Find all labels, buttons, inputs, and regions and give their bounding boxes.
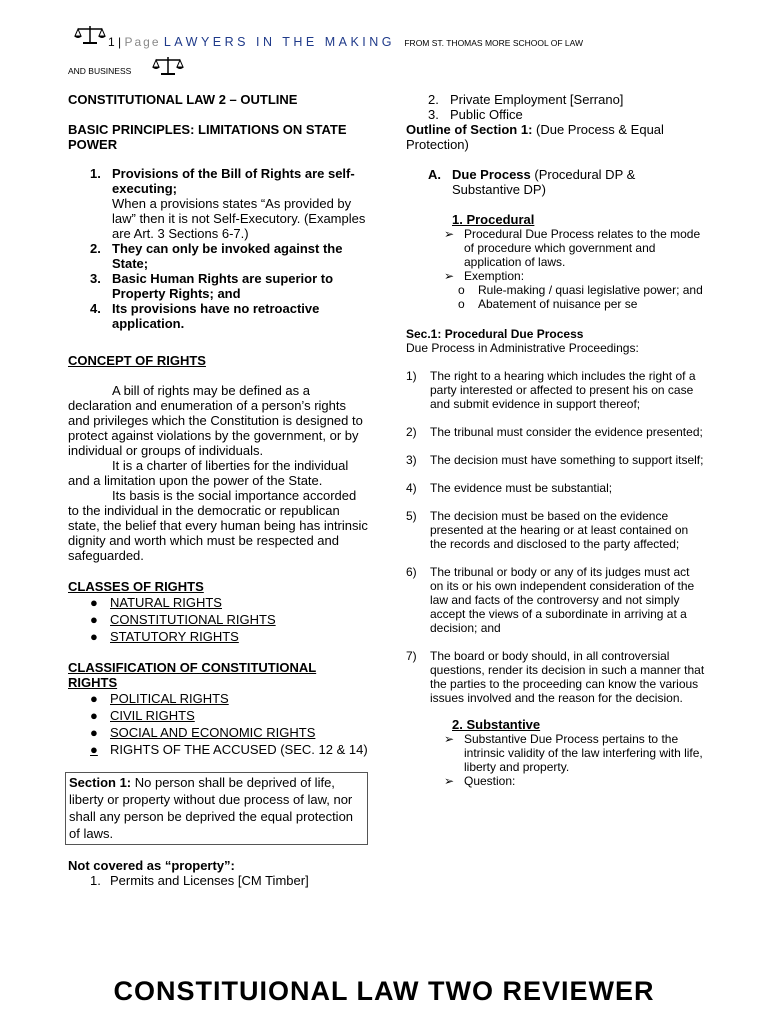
- list-item: 2. Private Employment [Serrano]: [428, 92, 624, 107]
- list-item: ● NATURAL RIGHTS: [90, 595, 222, 610]
- list-item: 3. Public Office: [428, 107, 523, 122]
- list-item: 2) The tribunal must consider the evidence presented;: [406, 425, 703, 439]
- list-item: ● CONSTITUTIONAL RIGHTS: [90, 612, 276, 627]
- sec1-subheading: Due Process in Administrative Proceedings:: [406, 341, 639, 355]
- list-item: o Rule-making / quasi legislative power; and: [458, 283, 703, 297]
- list-item: ● SOCIAL AND ECONOMIC RIGHTS: [90, 725, 316, 740]
- due-process-heading: A. Due Process (Procedural DP & Substantive DP): [428, 167, 636, 197]
- bullet-icon: ●: [90, 708, 98, 723]
- list-item: ● POLITICAL RIGHTS: [90, 691, 229, 706]
- list-item: ➢ Exemption:: [444, 269, 525, 283]
- bullet-icon: ●: [90, 725, 98, 740]
- list-item: 1) The right to a hearing which includes the right of a party interested or affected to present his on case and submit evidence in support thereof;: [406, 369, 696, 411]
- principles-list: [90, 166, 368, 331]
- list-item: 3) The decision must have something to support itself;: [406, 453, 704, 467]
- concept-paragraph: It is a charter of liberties for the individual and a limitation upon the power of the State.: [68, 458, 349, 488]
- list-item: ➢ Procedural Due Process relates to the mode of procedure which government and application of laws.: [444, 227, 701, 269]
- list-item: 4) The evidence must be substantial;: [406, 481, 613, 495]
- header-source-continued: AND BUSINESS: [68, 66, 132, 76]
- substantive-heading: 2. Substantive: [452, 717, 541, 732]
- list-item: 1. Provisions of the Bill of Rights are self-executing; When a provisions states “As provided by law” then it is not Self-Executory. (Examples are Art. 3 Sections 6-7.): [90, 166, 366, 241]
- header-source: FROM ST. THOMAS MORE SCHOOL OF LAW: [404, 38, 584, 48]
- arrow-bullet-icon: ➢: [444, 774, 455, 788]
- bullet-icon: ●: [90, 691, 98, 706]
- classes-heading: CLASSES OF RIGHTS: [68, 579, 204, 594]
- admin-list: [406, 369, 706, 705]
- classification-heading: CLASSIFICATION OF CONSTITUTIONAL RIGHTS: [68, 660, 317, 690]
- list-item: 3. Basic Human Rights are superior to Property Rights; and: [90, 271, 334, 301]
- procedural-list: [406, 227, 706, 311]
- right-column: [406, 92, 706, 788]
- circle-bullet-icon: o: [458, 283, 465, 297]
- outline-heading: Outline of Section 1: (Due Process & Equal Protection): [406, 122, 664, 152]
- list-item: ➢ Question:: [444, 774, 516, 788]
- procedural-heading: 1. Procedural: [452, 212, 535, 227]
- bullet-icon: ●: [90, 595, 98, 610]
- list-item: 2. They can only be invoked against the State;: [90, 241, 343, 271]
- list-item: 6) The tribunal or body or any of its judges must act on its or his own independent consideration of the law and facts of the controversy and not simply accept the views of a subordinate in arriving at a decision; and: [406, 565, 695, 635]
- list-item: o Abatement of nuisance per se: [458, 297, 638, 311]
- bullet-icon: ●: [90, 742, 98, 757]
- concept-heading: CONCEPT OF RIGHTS: [68, 353, 206, 368]
- arrow-bullet-icon: ➢: [444, 269, 455, 283]
- list-item: 7) The board or body should, in all controversial questions, render its decision in such a manner that the parties to the proceeding can know the various issues involved and the reason for the decision.: [406, 649, 705, 705]
- scales-of-justice-icon: [152, 55, 184, 77]
- list-item: ➢ Substantive Due Process pertains to the intrinsic validity of the law interfering with life, liberty and property.: [444, 732, 703, 774]
- document-title: CONSTITUTIONAL LAW 2 – OUTLINE: [68, 92, 298, 107]
- list-item: ● STATUTORY RIGHTS: [90, 629, 239, 644]
- header-title: LAWYERS IN THE MAKING: [163, 35, 396, 49]
- classification-list: [90, 691, 368, 757]
- list-item: ● CIVIL RIGHTS: [90, 708, 195, 723]
- page-word: Page: [124, 35, 161, 49]
- classes-list: [90, 595, 368, 644]
- list-item: ● RIGHTS OF THE ACCUSED (SEC. 12 & 14): [90, 742, 368, 757]
- not-covered-heading: Not covered as “property”:: [68, 858, 235, 873]
- list-item: 1. Permits and Licenses [CM Timber]: [90, 873, 309, 888]
- basic-principles-heading: BASIC PRINCIPLES: LIMITATIONS ON STATE POWER: [68, 122, 347, 152]
- concept-paragraph: A bill of rights may be defined as a declaration and enumeration of a person’s rights and privileges which the Constitution is designed to protect against violations by the government, or by individual or groups of individuals.: [68, 383, 363, 458]
- concept-paragraph: Its basis is the social importance accorded to the individual in the democratic or republican state, the belief that every human being has intrinsic dignity and worth which must be respected and safeguarded.: [68, 488, 368, 563]
- page-number: 1 |: [108, 35, 122, 49]
- circle-bullet-icon: o: [458, 297, 465, 311]
- page-header: [108, 35, 583, 49]
- list-item: 4. Its provisions have no retroactive application.: [90, 301, 320, 331]
- scales-of-justice-icon: [74, 24, 106, 46]
- section-1-label: Section 1:: [69, 775, 132, 790]
- reviewer-title-footer: CONSTITUIONAL LAW TWO REVIEWER: [113, 976, 655, 1006]
- substantive-list: [406, 732, 706, 788]
- arrow-bullet-icon: ➢: [444, 227, 455, 241]
- sec1-procedural-heading: Sec.1: Procedural Due Process: [406, 327, 584, 341]
- bullet-icon: ●: [90, 629, 98, 644]
- section-1-box: [65, 772, 368, 845]
- left-column: [68, 92, 368, 888]
- section-1-text: No person shall be deprived of life, liberty or property without due process of law, nor shall any person be deprived the equal protection of laws.: [69, 775, 354, 841]
- list-item: 5) The decision must be based on the evidence presented at the hearing or at least contained on the records and disclosed to the party affected;: [406, 509, 689, 551]
- bullet-icon: ●: [90, 612, 98, 627]
- arrow-bullet-icon: ➢: [444, 732, 455, 746]
